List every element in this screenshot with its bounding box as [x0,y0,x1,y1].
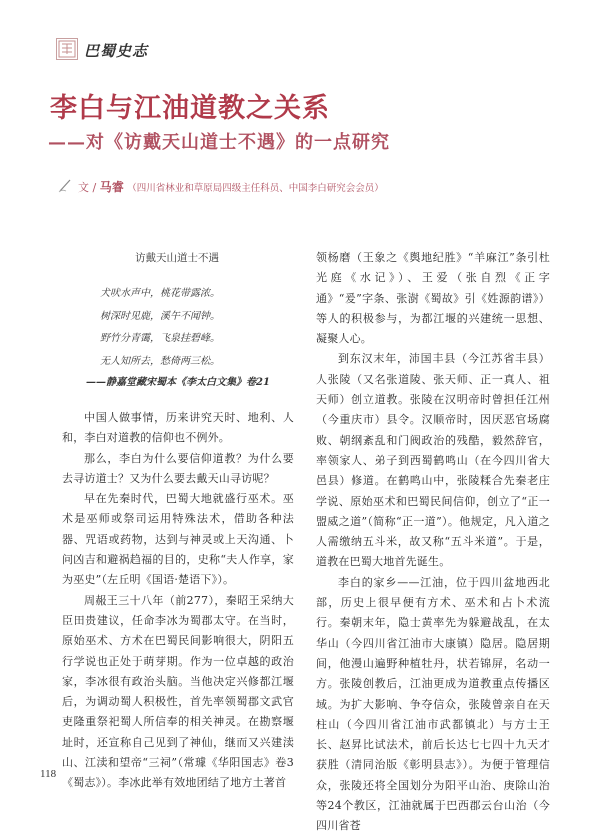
poem-line: 野竹分青霭，飞泉挂碧峰。 [100,333,220,344]
poem-title: 访戴天山道士不遇 [135,252,219,264]
seal-icon [58,40,76,58]
article-subtitle: ——对《访戴天山道士不遇》的一点研究 [48,132,390,153]
author-name: 马睿 [99,180,124,194]
poem-source: ——静嘉堂藏宋蜀本《李太白文集》卷21 [86,377,270,388]
poem-line: 无人知所去，愁倚两三松。 [100,355,220,367]
paragraph: 到东汉末年，沛国丰县（今江苏省丰县）人张陵（又名张道陵、张天师、正一真人、祖天师）创立道教。张陵在汉明帝时曾担任江州（今重庆市）县令。汉顺帝时，因厌恶官场腐败、朝纲紊乱和门阀政治的残酷，毅然辞官，率领家人、弟子到西蜀鹤鸣山（在今四川省大邑县）修道。在鹤鸣山中，张陵糅合先秦老庄学说、原始巫术和巴蜀民间信仰，创立了“正一盟威之道”（简称“正一道”）。他规定，凡入道之人需缴纳五斗米，故又称“五斗米道”。于是，道教在巴蜀大地首先诞生。 [316,352,550,569]
column-name: 巴蜀史志 [84,42,149,60]
paragraph: 早在先秦时代，巴蜀大地就盛行巫术。巫术是巫师或祭司运用特殊法术，借助各种法器、咒语或药物，达到与神灵或上天沟通、卜问凶吉和避祸趋福的目的，史称“夫人作享，家为巫史”（左丘明《国语·楚语下》）。 [62,492,294,587]
poem-line: 犬吠水声中，桃花带露浓。 [100,288,220,299]
pen-icon [58,177,74,193]
author-affiliation: （四川省林业和草原局四级主任科员、中国李白研究会会员） [127,183,384,194]
page-number: 118 [40,768,57,780]
byline-prefix: 文 / [78,181,100,194]
poem-block [62,250,292,393]
byline [78,178,384,195]
paragraph: 中国人做事情，历来讲究天时、地利、人和，李白对道教的信仰也不例外。 [62,411,294,445]
article-title: 李白与江油道教之关系 [50,93,330,124]
poem-line: 树深时见鹿，溪午不闻钟。 [100,310,220,322]
right-column [316,248,550,837]
paragraph: 李白的家乡——江油，位于四川盆地西北部，历史上很早便有方术、巫术和占卜术流行。秦朝末年，隐士黄率先为躲避战乱，在太华山（今四川省江油市大康镇）隐居。隐居期间，他漫山遍野种植牡丹，状若锦屏，名动一方。张陵创教后，江油更成为道教重点传播区域。为扩大影响、争夺信众，张陵曾亲自在天柱山（今四川省江油市武都镇北）与方士王长、赵昇比试法术，前后长达七七四十九天才获胜（清同治版《彰明县志》）。为便于管理信众，张陵还将全国划分为阳平山治、庚除山治等24个教区，江油就属于巴西郡云台山治（今四川省苍 [316,575,550,833]
left-column [62,408,294,794]
paragraph: 周赧王三十八年（前277），秦昭王采纳大臣田贵建议，任命李冰为蜀郡太守。在当时，原始巫术、方术在巴蜀民间影响很大，阴阳五行学说也正处于萌芽期。作为一位卓越的政治家，李冰很有政治头脑。当他决定兴修都江堰后，为调动蜀人积极性，首先率领蜀郡文武官吏隆重祭祀蜀人所信奉的相关神灵。在勘察堰址时，还宣称自己见到了神仙，继而又兴建渎山、江渎和望帝“三祠”（常璩《华阳国志》卷3《蜀志》）。李冰此举有效地团结了地方土著首 [62,593,294,790]
paragraph: 那么，李白为什么要信仰道教？为什么要去寻访道士？又为什么要去戴天山寻访呢？ [62,451,294,485]
seal-logo [56,38,78,60]
paragraph: 领杨磨（王象之《舆地纪胜》“羊麻江”条引杜光庭《水记》）、王爱（张自烈《正字通》“爰”字条、张澍《蜀故》引《姓源韵谱》）等人的积极参与，为都江堰的兴建统一思想、凝聚人心。 [316,251,550,346]
